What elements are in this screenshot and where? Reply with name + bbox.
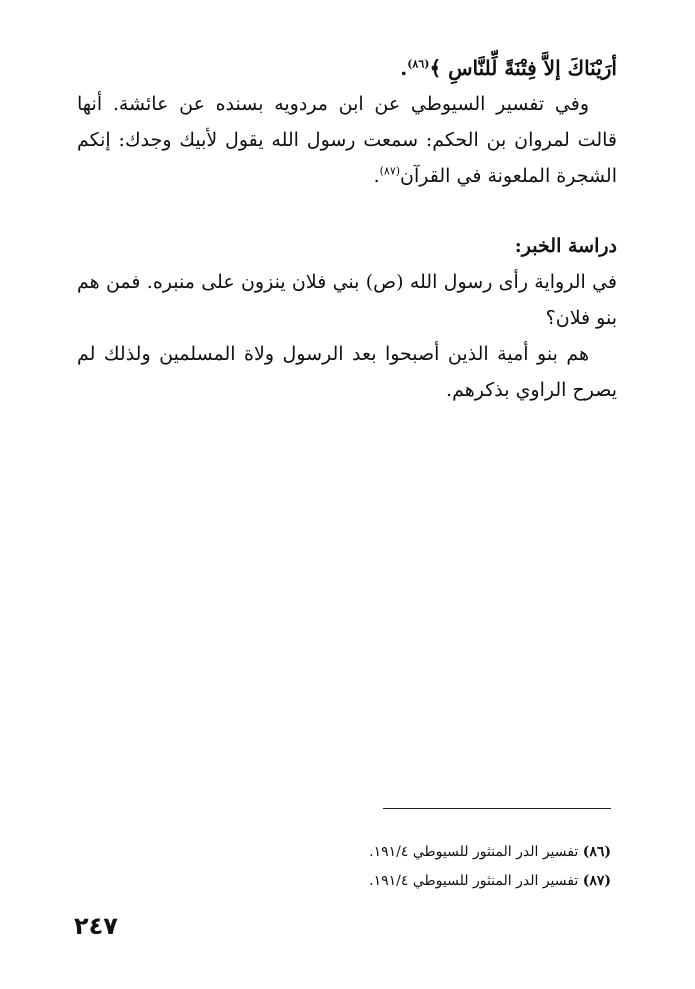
footnote-divider — [383, 808, 611, 809]
footnote-ref-87: (٨٧) — [379, 164, 401, 178]
footnote-number: (٨٧) — [582, 873, 611, 889]
quran-verse-line — [77, 50, 617, 86]
verse-period: . — [400, 56, 408, 80]
footnote-ref-86: (٨٦) — [407, 57, 430, 71]
paragraph-banu-umayya: هم بنو أمية الذين أصبحوا بعد الرسول ولاة المسلمين ولذلك لم يصرح الراوي بذكرهم. — [77, 343, 617, 401]
footnote-87 — [191, 867, 611, 896]
footnote-number: (٨٦) — [582, 844, 611, 860]
section-heading: دراسة الخبر: — [514, 235, 617, 257]
section-spacer — [77, 194, 617, 228]
main-text — [77, 50, 617, 408]
footnote-text: تفسير الدر المنثور للسيوطي ١٩١/٤. — [369, 873, 579, 889]
paragraph-period: . — [373, 165, 380, 187]
page-number: ٢٤٧ — [74, 912, 118, 940]
paragraph-tafsir — [77, 86, 617, 194]
footnote-86 — [191, 838, 611, 867]
paragraph-tafsir-text: وفي تفسير السيوطي عن ابن مردويه بسنده عن عائشة. أنها قالت لمروان بن الحكم: سمعت رسول الله يقول لأبيك وجدك: إنكم الشجرة الملعونة في القرآن — [77, 93, 617, 187]
paragraph-riwaya: في الرواية رأى رسول الله (ص) بني فلان ينزون على منبره. فمن هم بنو فلان؟ — [77, 271, 617, 329]
footnote-text: تفسير الدر المنثور للسيوطي ١٩١/٤. — [369, 844, 579, 860]
quran-verse-text: أرَيْنَاكَ إلاَّ فِتْنَةً لِّلنَّاسِ ﴾ — [429, 56, 617, 80]
footnotes — [191, 838, 611, 896]
